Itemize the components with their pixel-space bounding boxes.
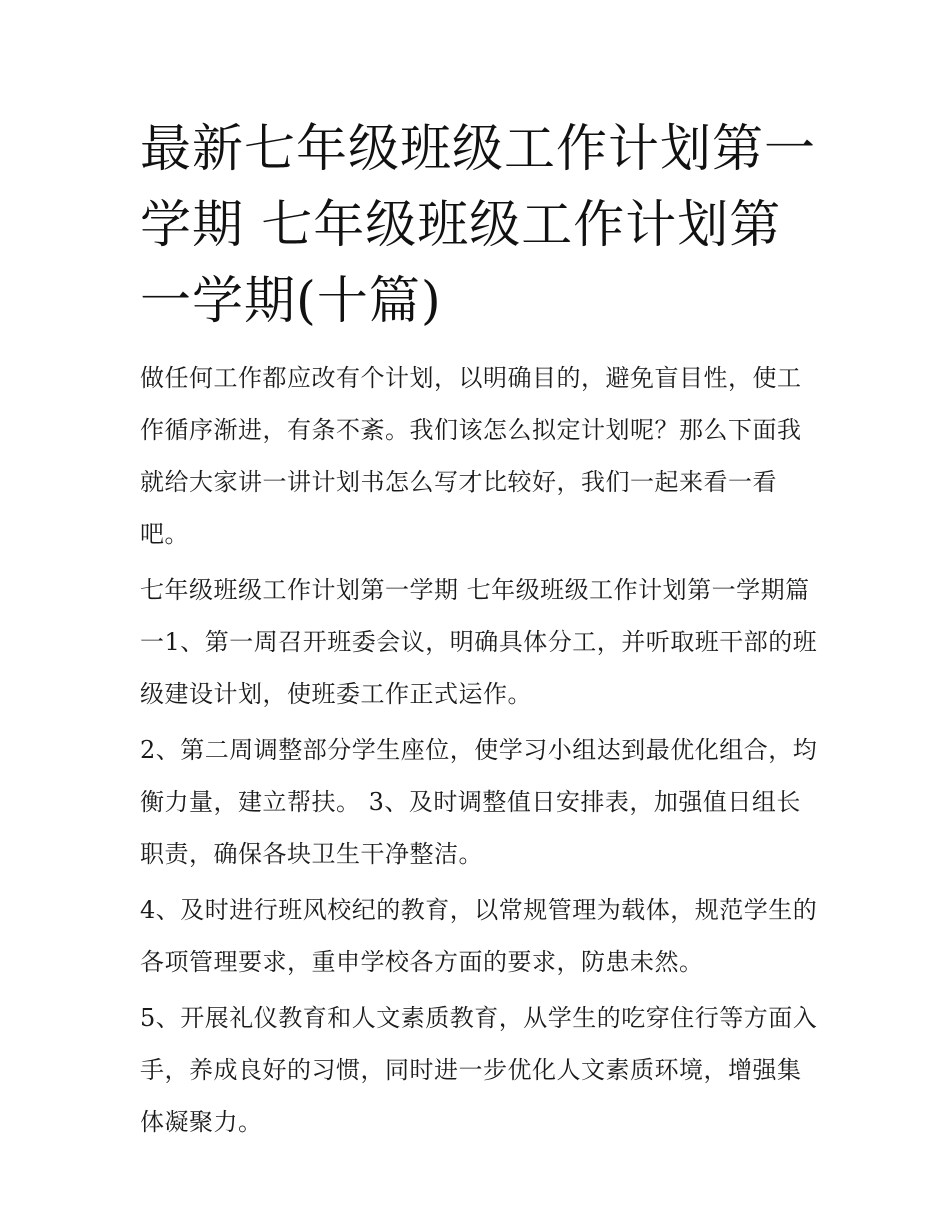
paragraph-item-2-3: 2、第二周调整部分学生座位，使学习小组达到最优化组合，均衡力量，建立帮扶。 3、及时调整值日安排表，加强值日组长职责，确保各块卫生干净整洁。 [140, 736, 818, 868]
paragraph-item-5: 5、开展礼仪教育和人文素质教育，从学生的吃穿住行等方面入手，养成良好的习惯，同时进一步优化人文素质环境，增强集体凝聚力。 [140, 1004, 818, 1136]
paragraph-item-1: 七年级班级工作计划第一学期 七年级班级工作计划第一学期篇一1、第一周召开班委会议，明确具体分工，并听取班干部的班级建设计划，使班委工作正式运作。 [140, 576, 818, 708]
paragraph-item-4: 4、及时进行班风校纪的教育，以常规管理为载体，规范学生的各项管理要求，重申学校各方面的要求，防患未然。 [140, 896, 818, 976]
document-body [140, 352, 820, 1148]
document-page [140, 112, 820, 1152]
paragraph-intro: 做任何工作都应改有个计划，以明确目的，避免盲目性，使工作循序渐进，有条不紊。我们该怎么拟定计划呢？那么下面我就给大家讲一讲计划书怎么写才比较好，我们一起来看一看吧。 [140, 364, 802, 548]
document-title: 最新七年级班级工作计划第一学期 七年级班级工作计划第一学期(十篇) [140, 120, 817, 331]
